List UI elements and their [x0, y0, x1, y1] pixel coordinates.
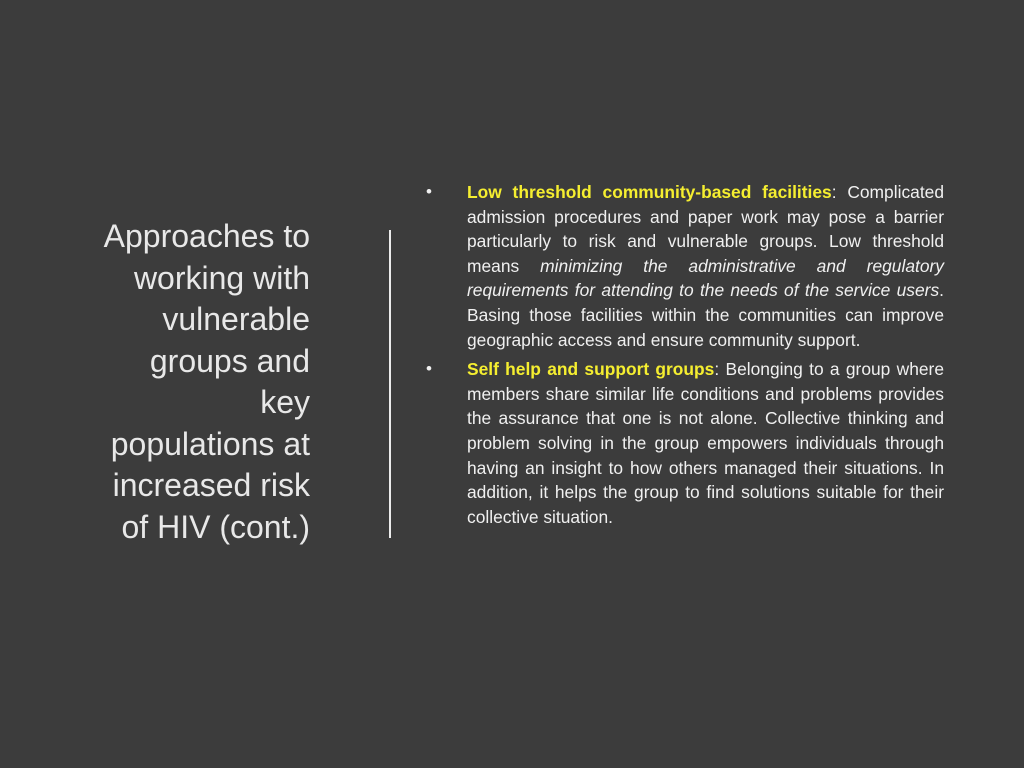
title-line: key: [260, 384, 310, 420]
title-line: of HIV (cont.): [121, 508, 310, 545]
title-line: Approaches to: [103, 218, 310, 254]
title-line: groups and: [149, 342, 310, 379]
bullet-separator: :: [714, 359, 720, 380]
title-line: working with: [133, 259, 310, 296]
bullet-text: Belonging to a group where members share similar life conditions and problems provides the assurance that one is not alone. Collective thinking and problem solving in the group empowers individuals through having an insight to how others managed their situations. In addition, it helps the group to find solutions suitable for their collective situation.: [467, 359, 944, 527]
bullet-item-facilities: [420, 180, 944, 352]
bullet-list: [420, 180, 944, 534]
bullet-heading: Self help and support groups: [467, 359, 715, 380]
bullet-separator: :: [831, 182, 837, 202]
bullet-italic-text: minimizing the administrative and regulatory requirements for attending to the needs of the service users: [467, 255, 944, 301]
bullet-text: . Basing those facilities within the communities can improve geographic access and ensure community support.: [467, 280, 944, 350]
title-line: populations at: [110, 425, 310, 462]
title-line: vulnerable: [162, 301, 310, 337]
vertical-divider: [389, 230, 391, 538]
bullet-dot-icon: •: [426, 359, 432, 379]
bullet-heading: Low threshold community-based facilities: [467, 182, 832, 202]
bullet-dot-icon: •: [426, 182, 432, 201]
bullet-item-support-groups: [420, 357, 944, 529]
bullet-text: Complicated admission procedures and paper work may pose a barrier particularly to risk and vulnerable groups. Low threshold means: [467, 182, 944, 276]
title-line: increased risk: [112, 467, 310, 503]
slide-title: [60, 216, 310, 548]
